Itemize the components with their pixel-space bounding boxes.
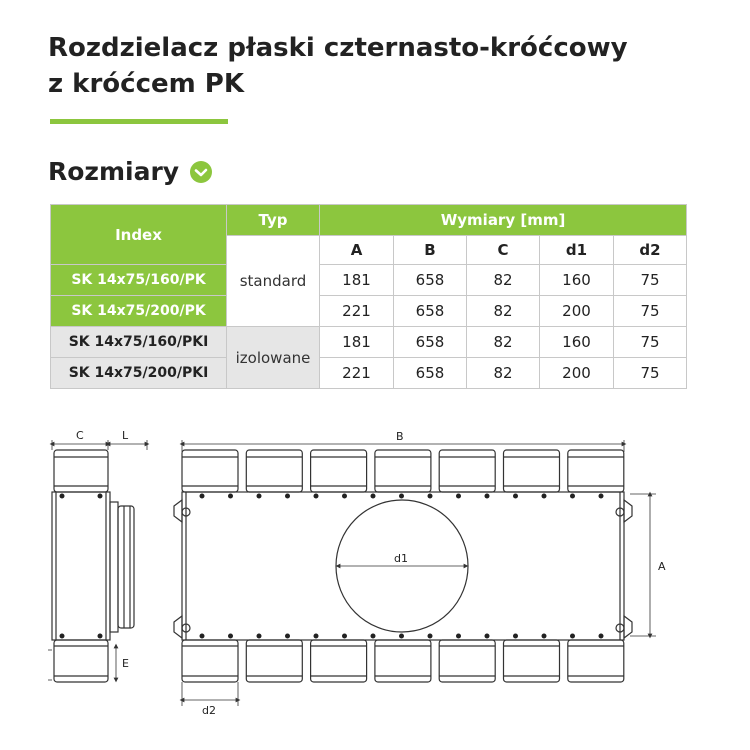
row-index: SK 14x75/200/PKI	[51, 358, 227, 389]
header-col-c: C	[467, 236, 540, 265]
spigot-icon	[182, 640, 238, 682]
cell-b: 658	[394, 265, 467, 296]
header-typ: Typ	[227, 205, 320, 236]
header-wymiary: Wymiary [mm]	[320, 205, 687, 236]
cell-c: 82	[467, 265, 540, 296]
spigot-icon	[375, 450, 431, 492]
cell-a: 221	[320, 358, 394, 389]
group-standard: standard	[227, 236, 320, 327]
cell-c: 82	[467, 296, 540, 327]
cell-c: 82	[467, 327, 540, 358]
label-l: L	[122, 429, 129, 442]
spigot-icon	[246, 640, 302, 682]
cell-a: 181	[320, 327, 394, 358]
title-underline	[50, 119, 228, 124]
group-izolowane: izolowane	[227, 327, 320, 389]
spigot-icon	[504, 640, 560, 682]
label-c: C	[76, 429, 84, 442]
side-view	[48, 440, 147, 682]
header-col-a: A	[320, 236, 394, 265]
table-row	[51, 265, 687, 296]
cell-c: 82	[467, 358, 540, 389]
rivet-icon	[200, 634, 205, 639]
rivet-icon	[570, 494, 575, 499]
rivet-icon	[428, 634, 433, 639]
rivet-icon	[456, 494, 461, 499]
rivet-icon	[513, 634, 518, 639]
rivet-icon	[60, 494, 65, 499]
rivet-icon	[485, 634, 490, 639]
rivet-icon	[542, 494, 547, 499]
rivet-icon	[98, 634, 103, 639]
cell-b: 658	[394, 296, 467, 327]
cell-d1: 160	[540, 327, 614, 358]
label-d1: d1	[394, 552, 408, 565]
rivet-icon	[599, 634, 604, 639]
table-row	[51, 358, 687, 389]
spigot-icon	[311, 640, 367, 682]
rivet-icon	[342, 494, 347, 499]
cell-d2: 75	[614, 327, 687, 358]
rivet-icon	[257, 634, 262, 639]
label-e: E	[122, 657, 129, 670]
rivet-icon	[98, 494, 103, 499]
rivet-icon	[371, 494, 376, 499]
rivet-icon	[200, 494, 205, 499]
row-index: SK 14x75/160/PK	[51, 265, 227, 296]
rivet-icon	[342, 634, 347, 639]
header-index: Index	[51, 205, 227, 265]
spigot-icon	[439, 450, 495, 492]
rivet-icon	[60, 634, 65, 639]
dimensions-table	[50, 204, 687, 389]
rivet-icon	[257, 494, 262, 499]
title-line-1: Rozdzielacz płaski czternasto-króćcowy	[48, 33, 628, 63]
rivet-icon	[399, 634, 404, 639]
rivet-icon	[285, 494, 290, 499]
cell-d2: 75	[614, 265, 687, 296]
cell-d1: 160	[540, 265, 614, 296]
technical-drawing	[40, 420, 680, 720]
spigot-icon	[439, 640, 495, 682]
rivet-icon	[399, 494, 404, 499]
rivet-icon	[570, 634, 575, 639]
cell-d2: 75	[614, 296, 687, 327]
check-circle-icon[interactable]	[189, 160, 213, 184]
spigot-icon	[504, 450, 560, 492]
cell-a: 181	[320, 265, 394, 296]
cell-b: 658	[394, 327, 467, 358]
table-row	[51, 327, 687, 358]
row-index: SK 14x75/200/PK	[51, 296, 227, 327]
label-d2: d2	[202, 704, 216, 717]
rivet-icon	[513, 494, 518, 499]
rivet-icon	[456, 634, 461, 639]
cell-b: 658	[394, 358, 467, 389]
cell-d1: 200	[540, 358, 614, 389]
label-b: B	[396, 430, 404, 443]
section-heading	[48, 155, 213, 189]
header-col-d1: d1	[540, 236, 614, 265]
rivet-icon	[314, 634, 319, 639]
cell-d2: 75	[614, 358, 687, 389]
rivet-icon	[314, 494, 319, 499]
header-col-b: B	[394, 236, 467, 265]
label-a: A	[658, 560, 666, 573]
page-title	[48, 30, 728, 102]
spigot-icon	[246, 450, 302, 492]
title-line-2: z króćcem PK	[48, 69, 244, 99]
spigot-icon	[568, 450, 624, 492]
cell-a: 221	[320, 296, 394, 327]
rivet-icon	[228, 494, 233, 499]
rivet-icon	[428, 494, 433, 499]
rivet-icon	[542, 634, 547, 639]
spigot-icon	[182, 450, 238, 492]
header-col-d2: d2	[614, 236, 687, 265]
rivet-icon	[371, 634, 376, 639]
cell-d1: 200	[540, 296, 614, 327]
spigot-icon	[568, 640, 624, 682]
rivet-icon	[485, 494, 490, 499]
row-index: SK 14x75/160/PKI	[51, 327, 227, 358]
rivet-icon	[285, 634, 290, 639]
spigot-icon	[375, 640, 431, 682]
rivet-icon	[228, 634, 233, 639]
section-heading-text: Rozmiary	[48, 157, 180, 186]
table-row	[51, 296, 687, 327]
spigot-icon	[311, 450, 367, 492]
rivet-icon	[599, 494, 604, 499]
